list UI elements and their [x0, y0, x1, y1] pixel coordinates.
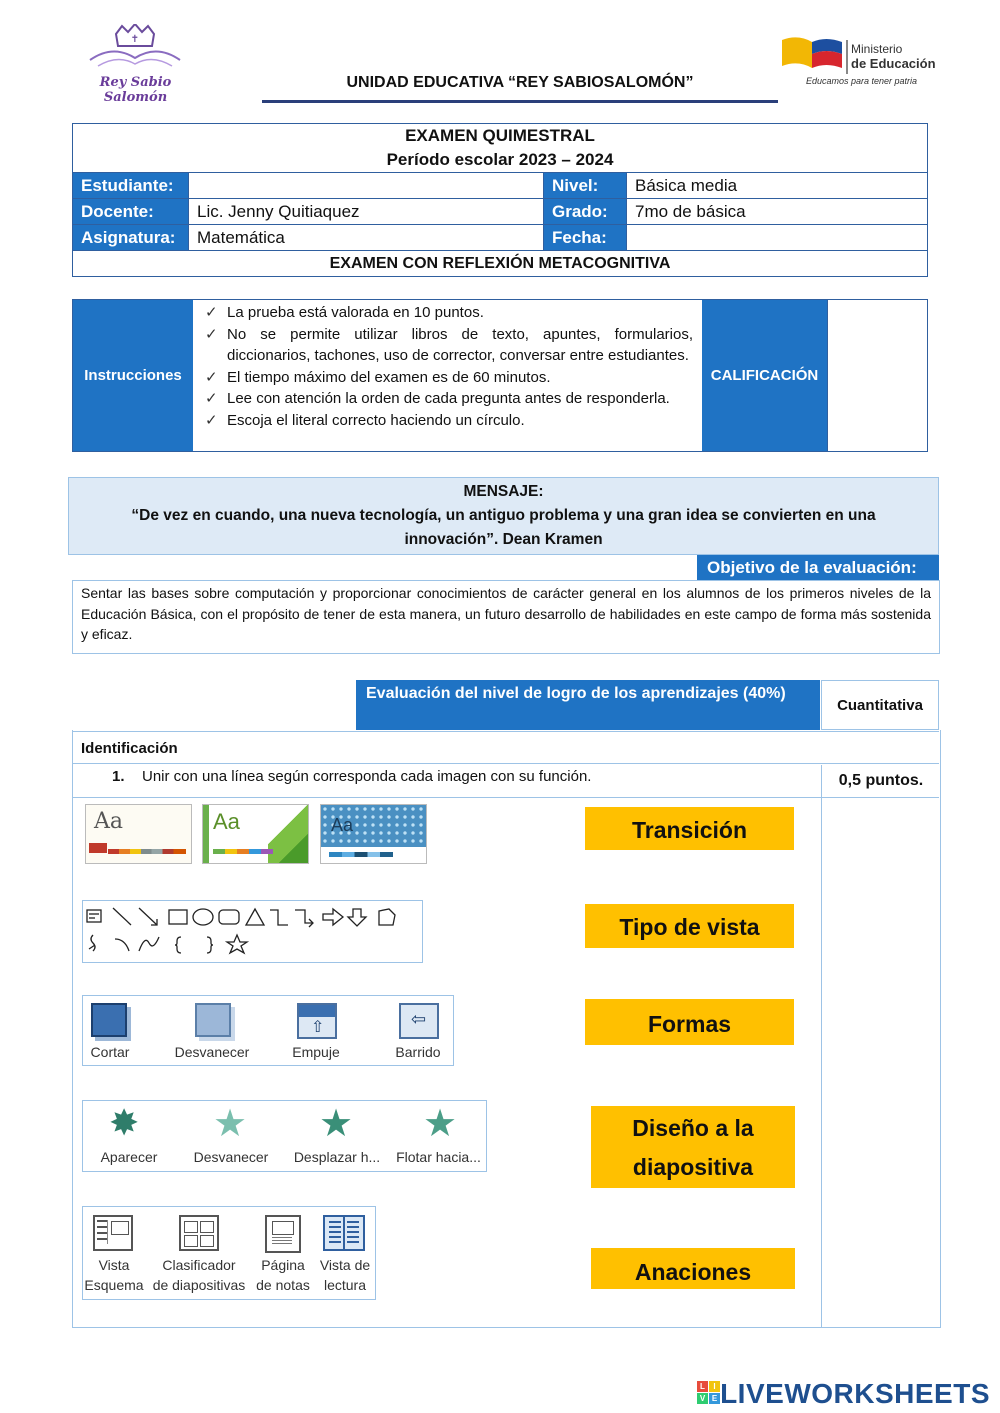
- transition-wipe[interactable]: ⇦ Barrido: [383, 996, 453, 1065]
- objective-label: Objetivo de la evaluación:: [697, 555, 939, 580]
- exam-info-table: [72, 123, 928, 277]
- animation-fade[interactable]: ★ Desvanecer: [193, 1101, 269, 1165]
- logo-letter: L: [697, 1381, 708, 1392]
- header-divider: [262, 100, 778, 103]
- ministry-line2: de Educación: [851, 56, 936, 71]
- animation-appear[interactable]: ✸ Aparecer: [100, 1103, 158, 1165]
- section-title: Identificación: [72, 731, 939, 764]
- answer-formas[interactable]: Formas: [585, 999, 794, 1045]
- star-fly-icon: ★: [319, 1101, 354, 1145]
- question-number: 1.: [112, 768, 125, 785]
- transition-fade[interactable]: Desvanecer: [169, 996, 255, 1065]
- date-field[interactable]: [627, 225, 928, 251]
- shapes-icon: [83, 901, 422, 962]
- student-label: Estudiante:: [73, 173, 189, 199]
- date-label: Fecha:: [544, 225, 627, 251]
- view-notes-page[interactable]: Página de notas: [253, 1207, 313, 1299]
- instructions-list: [201, 302, 693, 431]
- answer-diseno[interactable]: Diseño a la diapositiva: [591, 1106, 795, 1188]
- instruction-item: ✓ No se permite utilizar libros de texto, apuntes, formularios, diccionarios, tachones, uso de corrector, conversar entre estudiantes.: [205, 325, 693, 364]
- instruction-item: ✓ El tiempo máximo del examen es de 60 minutos.: [201, 367, 693, 389]
- exam-period: Período escolar 2023 – 2024: [386, 150, 614, 169]
- check-icon: ✓: [205, 325, 218, 343]
- instructions-label: Instrucciones: [73, 300, 193, 451]
- theme-thumbnail-1[interactable]: [85, 804, 192, 864]
- instructions-list-container: [201, 302, 693, 431]
- star-fade-icon: ★: [213, 1101, 248, 1145]
- question-divider: [72, 797, 939, 798]
- shapes-gallery[interactable]: [82, 900, 423, 963]
- instruction-item: ✓ Escoja el literal correcto haciendo un círculo.: [201, 410, 693, 432]
- theme-thumbnail-2[interactable]: [202, 804, 309, 864]
- message-title: MENSAJE:: [463, 483, 544, 500]
- check-icon: ✓: [205, 368, 218, 386]
- star-burst-icon: ✸: [109, 1103, 140, 1144]
- theme-thumbnail-3[interactable]: [320, 804, 427, 864]
- notes-page-icon: [265, 1215, 301, 1253]
- cut-icon: [91, 1003, 127, 1037]
- evaluation-type: Cuantitativa: [821, 680, 939, 730]
- level-value: Básica media: [627, 173, 928, 199]
- reading-view-icon: [323, 1215, 365, 1251]
- star-float-icon: ★: [423, 1101, 458, 1145]
- grade-value: 7mo de básica: [627, 199, 928, 225]
- subject-label: Asignatura:: [73, 225, 189, 251]
- flag-icon: [782, 36, 844, 74]
- view-reading[interactable]: Vista de lectura: [315, 1207, 375, 1299]
- question-text: Unir con una línea según corresponda cada imagen con su función.: [142, 768, 592, 785]
- transitions-gallery[interactable]: [82, 995, 454, 1066]
- check-icon: ✓: [205, 390, 218, 407]
- grade-label-box: CALIFICACIÓN: [702, 300, 827, 451]
- check-icon: ✓: [205, 411, 218, 429]
- student-field[interactable]: [189, 173, 544, 199]
- transition-cut[interactable]: Cortar: [83, 996, 137, 1065]
- level-label: Nivel:: [544, 173, 627, 199]
- message-text: “De vez en cuando, una nueva tecnología, un antiguo problema y una gran idea se convierten en una innovación”. Dean Kramen: [131, 507, 876, 548]
- answer-tipo-de-vista[interactable]: Tipo de vista: [585, 904, 794, 948]
- check-icon: ✓: [205, 304, 218, 321]
- theme-text: Aa: [94, 809, 124, 834]
- crown-book-icon: [68, 24, 203, 74]
- wipe-icon: ⇦: [399, 1003, 439, 1039]
- transition-push[interactable]: ⇧ Empuje: [277, 996, 355, 1065]
- evaluation-header: Evaluación del nivel de logro de los aprendizajes (40%): [356, 680, 820, 730]
- question-row: [72, 765, 821, 797]
- question-points: 0,5 puntos.: [821, 765, 940, 797]
- teacher-value: Lic. Jenny Quitiaquez: [189, 199, 544, 225]
- answer-transicion[interactable]: Transición: [585, 807, 794, 850]
- instructions-box: [72, 299, 928, 452]
- views-gallery[interactable]: [82, 1206, 376, 1300]
- logo-letter: E: [709, 1393, 720, 1404]
- logo-letter: I: [709, 1381, 720, 1392]
- school-logo-text: Rey Sabio Salomón: [99, 75, 172, 105]
- school-logo: [68, 24, 203, 105]
- objective-text: Sentar las bases sobre computación y proporcionar conocimientos de carácter general en los alumnos de los primeros niveles de la Educación Básica, con el propósito de tener de esta manera, un futuro desarrollo de habilidades en este campo de forma más sostenida y eficaz.: [72, 580, 940, 654]
- animations-gallery[interactable]: [82, 1100, 487, 1172]
- push-icon: ⇧: [297, 1003, 337, 1039]
- liveworksheets-logo: [697, 1381, 721, 1405]
- logo-letter: V: [697, 1393, 708, 1404]
- animation-fly-in[interactable]: ★ Desplazar h...: [293, 1101, 381, 1165]
- school-name: UNIDAD EDUCATIVA “REY SABIOSALOMÓN”: [346, 74, 694, 91]
- ministry-line1: Ministerio: [851, 42, 903, 56]
- view-slide-sorter[interactable]: Clasificador de diapositivas: [149, 1207, 249, 1299]
- view-outline[interactable]: Vista Esquema: [83, 1207, 145, 1299]
- theme-text: Aa: [331, 815, 354, 835]
- instruction-item: ✓ Lee con atención la orden de cada pregunta antes de responderla.: [201, 388, 693, 410]
- grade-input-box[interactable]: [827, 300, 928, 451]
- theme-text: Aa: [213, 809, 240, 834]
- slide-sorter-icon: [179, 1215, 219, 1251]
- svg-text:✝: ✝: [130, 34, 140, 45]
- message-box: [68, 477, 939, 555]
- teacher-label: Docente:: [73, 199, 189, 225]
- points-column: [821, 797, 822, 1327]
- exam-title: EXAMEN QUIMESTRAL: [405, 126, 595, 145]
- exam-subtitle: EXAMEN CON REFLEXIÓN METACOGNITIVA: [73, 251, 928, 277]
- outline-view-icon: [93, 1215, 133, 1251]
- ministry-slogan: Educamos para tener patria: [806, 76, 918, 86]
- answer-anaciones[interactable]: Anaciones: [591, 1248, 795, 1289]
- fade-icon: [195, 1003, 231, 1037]
- instruction-item: ✓ La prueba está valorada en 10 puntos.: [201, 302, 693, 324]
- subject-value: Matemática: [189, 225, 544, 251]
- ministry-logo: [782, 34, 952, 90]
- liveworksheets-brand: LIVEWORKSHEETS: [720, 1378, 990, 1409]
- grade-label: Grado:: [544, 199, 627, 225]
- animation-float-in[interactable]: ★ Flotar hacia...: [396, 1101, 481, 1165]
